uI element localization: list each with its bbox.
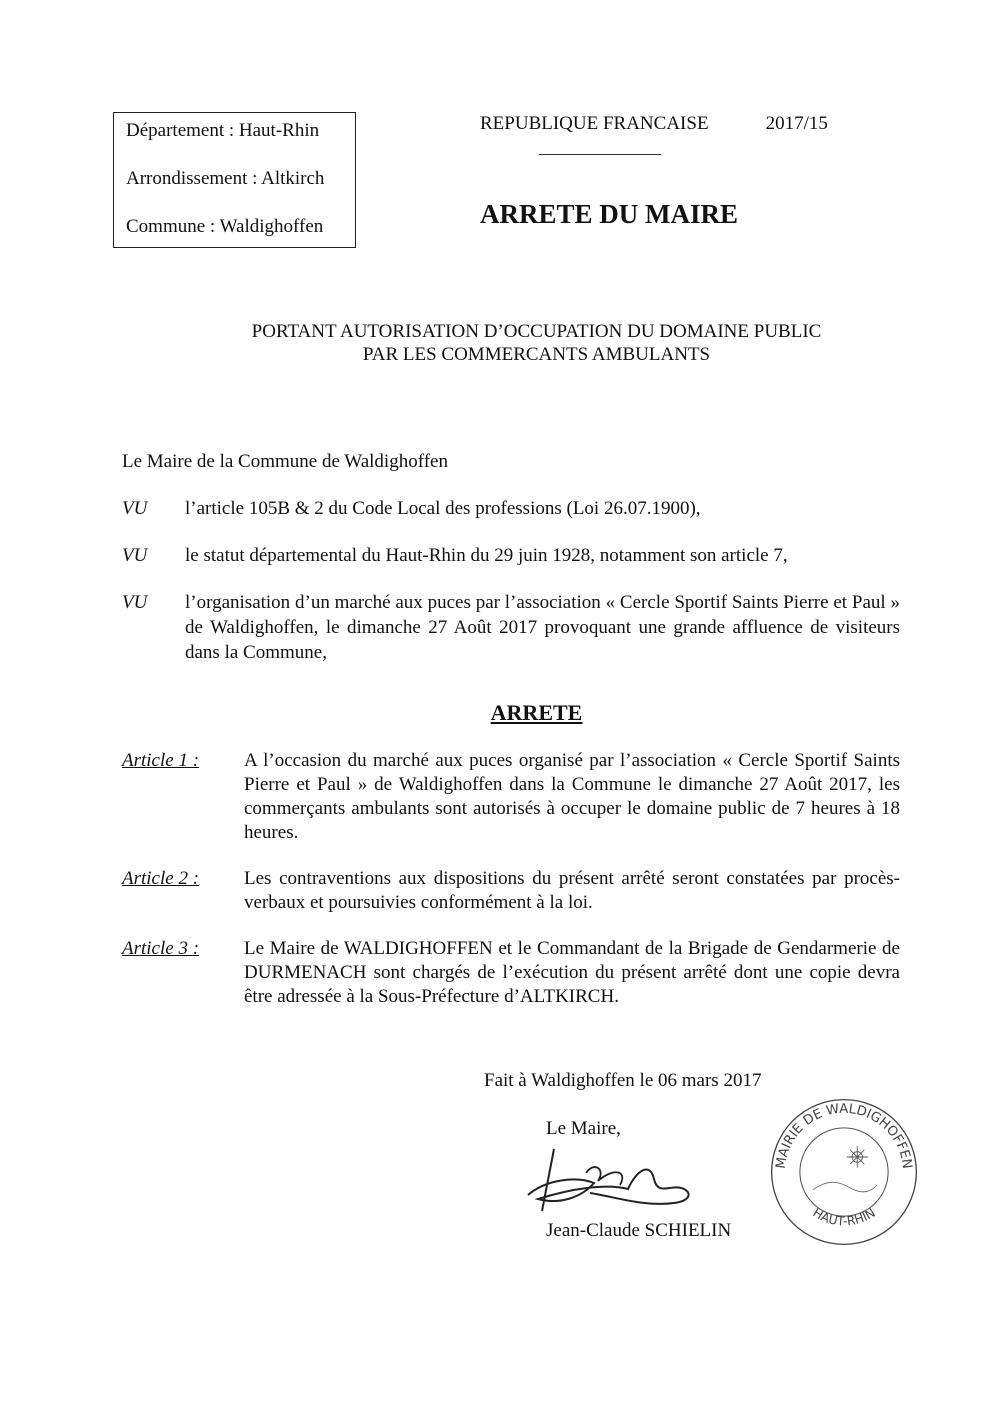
vu-text: le statut départemental du Haut-Rhin du 29 juin 1928, notamment son article 7, [185,545,788,566]
header-divider [539,154,661,155]
article-label: Article 3 : [122,938,200,959]
mayor-signature [524,1145,694,1215]
vu-text: l’organisation d’un marché aux puces par l’association « Cercle Sportif Saints Pierre et Paul » de Waldighoffen, le dimanche 27 Août 2017 provoquant une grande affluence de visiteurs dans la Commune, [185,592,900,663]
article-label: Article 2 : [122,868,200,889]
reference-number: 2017/15 [765,113,828,134]
republique-label: REPUBLIQUE FRANCAISE [480,113,709,134]
subject-block [173,320,900,366]
place-date: Fait à Waldighoffen le 06 mars 2017 [484,1070,762,1091]
consideration-item [113,543,900,568]
arrondissement-label: Arrondissement : Altkirch [126,168,325,189]
sun-emblem-icon [847,1146,868,1167]
vu-label: VU [122,592,148,613]
vu-label: VU [122,498,148,519]
commune-label: Commune : Waldighoffen [126,216,324,237]
article-item [113,749,900,845]
signatory-name: Jean-Claude SCHIELIN [546,1220,732,1241]
stamp-text-bottom: HAUT-RHIN [810,1205,879,1229]
republique-row [480,112,900,136]
vu-label: VU [122,545,148,566]
vu-text: l’article 105B & 2 du Code Local des professions (Loi 26.07.1900), [185,498,701,519]
article-text: Les contraventions aux dispositions du présent arrêté seront constatées par procès-verbaux et poursuivies conformément à la loi. [244,868,900,913]
subject-line-2: PAR LES COMMERCANTS AMBULANTS [362,344,711,365]
article-item [113,867,900,915]
stamp-text-top: MAIRIE DE WALDIGHOFFEN [774,1101,915,1170]
article-text: A l’occasion du marché aux puces organisé par l’association « Cercle Sportif Saints Pierre et Paul » de Waldighoffen dans la Commune le dimanche 27 Août 2017, les commerçants ambulants sont autorisés à occuper le domaine public de 7 heures à 18 heures. [244,750,900,843]
document-title: ARRETE DU MAIRE [480,199,739,229]
consideration-item [113,590,900,665]
subject-line-1: PORTANT AUTORISATION D’OCCUPATION DU DOMAINE PUBLIC [251,321,822,342]
stamp-inner-ring [800,1128,888,1216]
article-label: Article 1 : [122,750,200,771]
landscape-emblem-icon [814,1182,878,1192]
signature-block [484,1069,915,1247]
document-header [113,112,900,248]
preamble-intro: Le Maire de la Commune de Waldighoffen [122,451,448,472]
header-right [480,112,900,230]
consideration-item [113,496,900,521]
signature-text [484,1069,761,1247]
departement-label: Département : Haut-Rhin [126,120,320,141]
signatory-role: Le Maire, [546,1118,621,1139]
administrative-info-box [113,112,356,248]
article-item [113,937,900,1009]
article-text: Le Maire de WALDIGHOFFEN et le Commandant de la Brigade de Gendarmerie de DURMENACH sont chargés de l’exécution du présent arrêté dont une copie devra être adressée à la Sous-Préfecture d’ALTKIRCH. [244,938,900,1007]
municipal-stamp [769,1097,919,1247]
decision-heading: ARRETE [490,700,583,725]
